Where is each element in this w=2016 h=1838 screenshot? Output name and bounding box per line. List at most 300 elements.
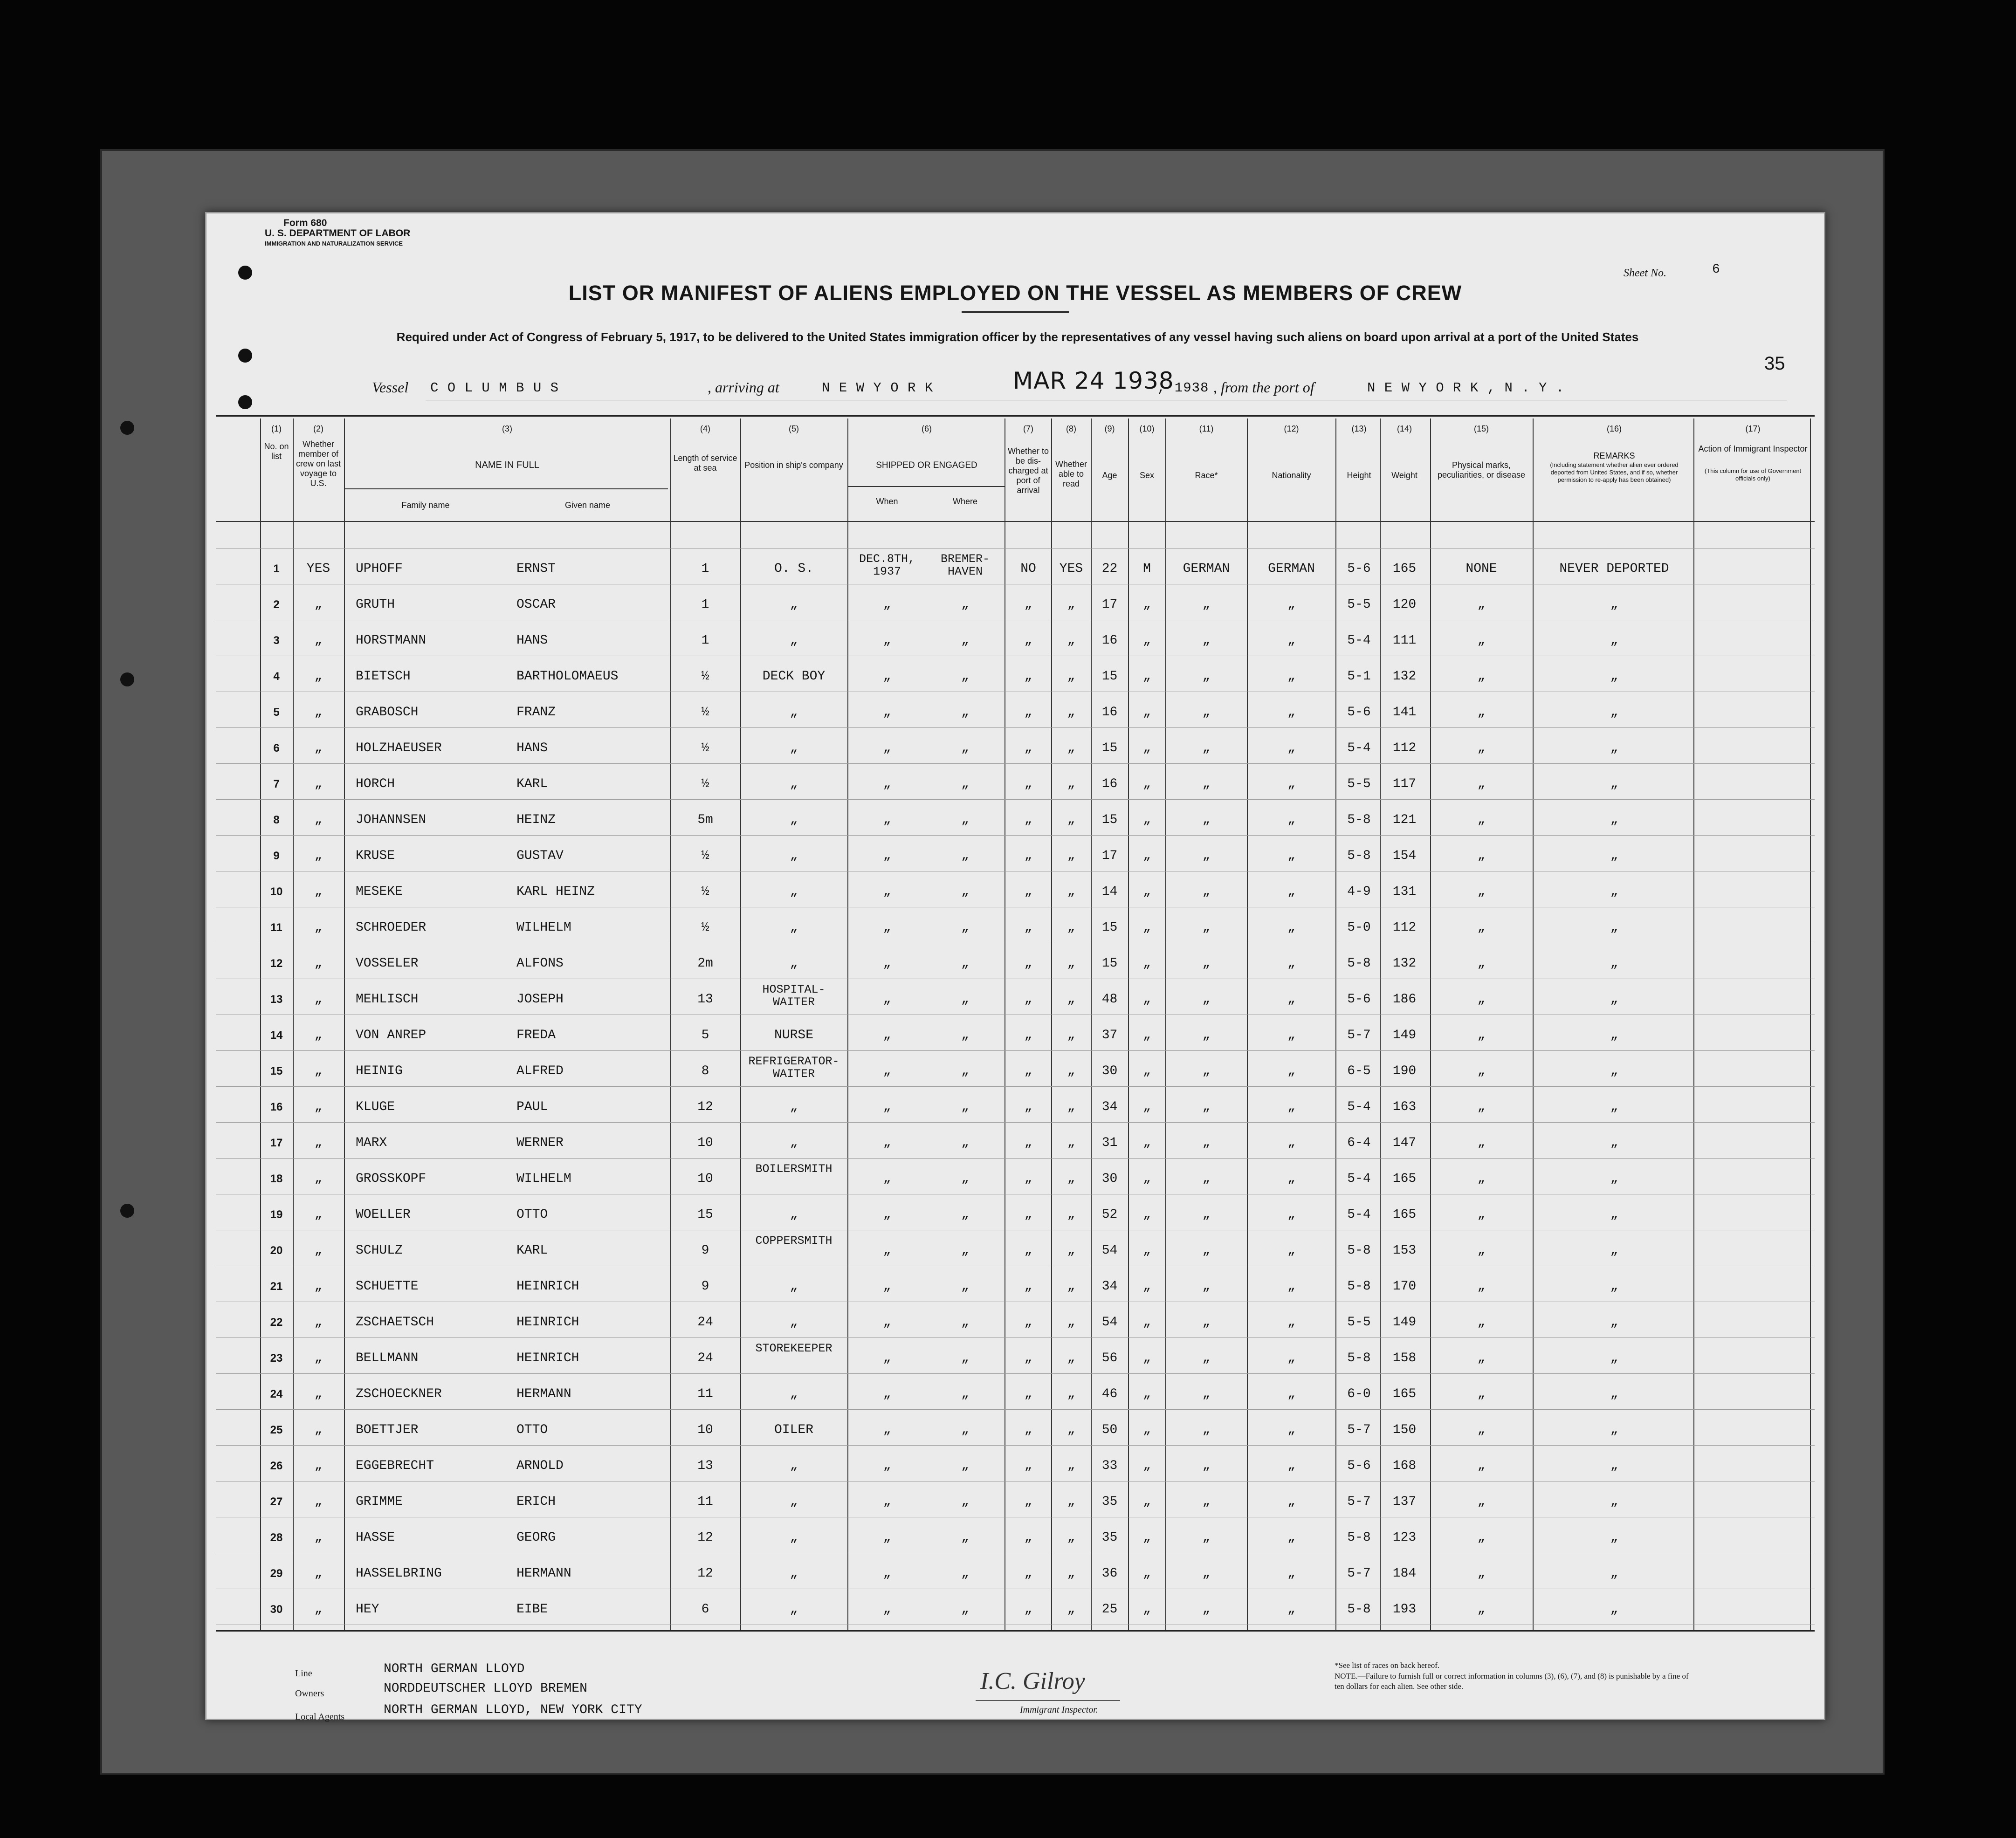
cell-nationality: „ [1287, 920, 1295, 935]
cell-age: 16 [1101, 633, 1118, 648]
cell-nationality: GERMAN [1268, 562, 1315, 576]
cell-remarks: „ [1610, 992, 1618, 1007]
header-height: Height [1347, 471, 1371, 480]
cell-remarks: „ [1610, 597, 1618, 612]
header-length-of-service: Length of service at sea [673, 453, 737, 473]
cell-sex: „ [1143, 1207, 1151, 1222]
cell-where: „ [961, 633, 969, 648]
cell-read: „ [1067, 597, 1075, 612]
column-number: (9) [1104, 424, 1115, 433]
cell-discharge: „ [1024, 705, 1032, 720]
cell-race: „ [1202, 777, 1211, 791]
cell-discharge: „ [1024, 920, 1032, 935]
cell-marks: „ [1477, 920, 1486, 935]
header-able-to-read: Whether able to read [1055, 460, 1087, 488]
cell-given: HERMANN [516, 1387, 571, 1401]
punch-hole [120, 672, 134, 686]
cell-height: 5-8 [1347, 813, 1371, 827]
cell-where: „ [961, 1064, 969, 1078]
manifest-sheet [205, 212, 1825, 1720]
cell-remarks: „ [1610, 1136, 1618, 1150]
cell-where: „ [961, 1495, 969, 1509]
cell-position: „ [790, 1100, 798, 1114]
cell-service: 12 [697, 1566, 713, 1581]
row-rule [216, 1086, 1815, 1087]
header-shipped-or-engaged: SHIPPED OR ENGAGED [876, 460, 977, 470]
cell-nationality: „ [1287, 849, 1295, 863]
cell-given: OTTO [516, 1207, 548, 1222]
cell-read: „ [1067, 1279, 1075, 1294]
cell-remarks: „ [1610, 1172, 1618, 1186]
cell-service: ½ [701, 885, 709, 899]
cell-marks: „ [1477, 777, 1486, 791]
column-rule [1165, 418, 1166, 1630]
page-number: 35 [1764, 353, 1785, 374]
cell-remarks: „ [1610, 1064, 1618, 1078]
header-family-name: Family name [401, 501, 450, 510]
cell-crew: „ [314, 633, 323, 648]
cell-crew: „ [314, 1315, 323, 1330]
cell-service: 10 [697, 1172, 713, 1186]
cell-when: „ [883, 1566, 891, 1581]
cell-service: 6 [701, 1602, 709, 1617]
cell-discharge: „ [1024, 1387, 1032, 1401]
cell-discharge: „ [1024, 885, 1032, 899]
row-rule [216, 1050, 1815, 1051]
title-rule [962, 311, 1069, 313]
column-number: (4) [700, 424, 710, 433]
cell-marks: „ [1477, 1387, 1486, 1401]
cell-service: ½ [701, 777, 709, 791]
cell-service: 10 [697, 1136, 713, 1150]
cell-height: 6-4 [1347, 1136, 1371, 1150]
cell-discharge: „ [1024, 1423, 1032, 1437]
cell-age: 37 [1101, 1028, 1118, 1042]
cell-weight: 137 [1392, 1495, 1417, 1509]
cell-position: „ [790, 1315, 798, 1330]
cell-where: „ [961, 1459, 969, 1473]
cell-given: GUSTAV [516, 849, 564, 863]
cell-service: 9 [701, 1279, 709, 1294]
cell-where: „ [961, 1602, 969, 1617]
header-name-in-full: NAME IN FULL [475, 460, 539, 470]
cell-discharge: „ [1024, 1172, 1032, 1186]
cell-weight: 111 [1392, 633, 1417, 648]
cell-family: HASSELBRING [356, 1566, 442, 1581]
column-number: (11) [1199, 424, 1214, 433]
header-given-name: Given name [564, 501, 611, 510]
cell-when: „ [883, 1028, 891, 1042]
column-number: (14) [1397, 424, 1412, 433]
signature-rule [976, 1700, 1120, 1701]
cell-no: 11 [270, 921, 282, 934]
cell-position: „ [790, 1279, 798, 1294]
cell-family: WOELLER [356, 1207, 411, 1222]
cell-remarks: „ [1610, 1207, 1618, 1222]
cell-race: „ [1202, 956, 1211, 971]
cell-crew: „ [314, 956, 323, 971]
cell-service: 12 [697, 1100, 713, 1114]
cell-when: „ [883, 777, 891, 791]
cell-crew: „ [314, 1566, 323, 1581]
cell-nationality: „ [1287, 1566, 1295, 1581]
cell-age: 17 [1101, 597, 1118, 612]
arrival-port: N E W Y O R K [822, 380, 934, 396]
cell-sex: „ [1143, 741, 1151, 755]
cell-race: „ [1202, 1136, 1211, 1150]
cell-race: „ [1202, 1064, 1211, 1078]
cell-read: „ [1067, 741, 1075, 755]
cell-where: „ [961, 956, 969, 971]
vessel-name: C O L U M B U S [430, 380, 559, 396]
cell-given: KARL [516, 777, 548, 791]
cell-sex: „ [1143, 1387, 1151, 1401]
cell-marks: „ [1477, 1566, 1486, 1581]
cell-read: „ [1067, 1243, 1075, 1258]
cell-marks: „ [1477, 1279, 1486, 1294]
cell-read: „ [1067, 1495, 1075, 1509]
cell-when: „ [883, 1423, 891, 1437]
cell-family: VOSSELER [356, 956, 419, 971]
cell-height: 5-8 [1347, 1243, 1371, 1258]
cell-discharge: „ [1024, 813, 1032, 827]
agents-label: Local Agents [295, 1712, 345, 1722]
agents-value: NORTH GERMAN LLOYD, NEW YORK CITY [384, 1703, 642, 1717]
cell-race: „ [1202, 1100, 1211, 1114]
cell-age: 56 [1101, 1351, 1118, 1365]
cell-family: HORSTMANN [356, 633, 427, 648]
cell-weight: 149 [1392, 1028, 1417, 1042]
cell-discharge: „ [1024, 1207, 1032, 1222]
cell-sex: „ [1143, 1351, 1151, 1365]
cell-remarks: „ [1610, 1423, 1618, 1437]
cell-sex: „ [1143, 992, 1151, 1007]
cell-marks: „ [1477, 741, 1486, 755]
cell-family: MARX [356, 1136, 387, 1150]
header-physical-marks: Physical marks, peculiarities, or disease [1437, 460, 1526, 480]
cell-sex: „ [1143, 669, 1151, 684]
cell-service: 9 [701, 1243, 709, 1258]
cell-given: FREDA [516, 1028, 556, 1042]
column-rule [1693, 418, 1694, 1630]
cell-service: ½ [701, 849, 709, 863]
cell-sex: „ [1143, 633, 1151, 648]
cell-height: 6-5 [1347, 1064, 1371, 1078]
cell-given: HANS [516, 741, 548, 755]
cell-weight: 112 [1392, 741, 1417, 755]
cell-marks: „ [1477, 1351, 1486, 1365]
cell-no: 29 [270, 1567, 283, 1580]
header-crew-last-voyage: Whether member of crew on last voyage to U.S. [296, 439, 341, 488]
cell-discharge: „ [1024, 597, 1032, 612]
header-inspector-note: (This column for use of Government officials only) [1704, 467, 1802, 482]
cell-no: 15 [270, 1065, 283, 1077]
cell-no: 9 [273, 850, 280, 862]
cell-given: WILHELM [516, 920, 571, 935]
cell-where: „ [961, 813, 969, 827]
cell-family: SCHULZ [356, 1243, 403, 1258]
cell-position: „ [790, 1566, 798, 1581]
cell-height: 5-8 [1347, 1530, 1371, 1545]
column-rule [1051, 418, 1052, 1630]
cell-given: HANS [516, 633, 548, 648]
cell-family: MEHLISCH [356, 992, 419, 1007]
cell-where: „ [961, 1423, 969, 1437]
cell-race: „ [1202, 920, 1211, 935]
cell-crew: „ [314, 1207, 323, 1222]
cell-marks: „ [1477, 1243, 1486, 1258]
cell-no: 8 [273, 814, 280, 826]
cell-when: „ [883, 1279, 891, 1294]
cell-nationality: „ [1287, 1028, 1295, 1042]
cell-position: REFRIGERATOR-WAITER [748, 1055, 839, 1081]
cell-read: YES [1059, 562, 1083, 576]
cell-nationality: „ [1287, 777, 1295, 791]
cell-position: „ [790, 633, 798, 648]
cell-given: GEORG [516, 1530, 556, 1545]
cell-where: „ [961, 1530, 969, 1545]
cell-sex: „ [1143, 813, 1151, 827]
cell-where: „ [961, 1387, 969, 1401]
cell-crew: „ [314, 1064, 323, 1078]
cell-no: 12 [270, 957, 283, 970]
cell-sex: „ [1143, 956, 1151, 971]
cell-age: 15 [1101, 920, 1118, 935]
cell-discharge: „ [1024, 1566, 1032, 1581]
cell-discharge: „ [1024, 1100, 1032, 1114]
cell-where: „ [961, 741, 969, 755]
cell-service: 13 [697, 1459, 713, 1473]
cell-sex: „ [1143, 1459, 1151, 1473]
cell-family: BELLMANN [356, 1351, 419, 1365]
cell-read: „ [1067, 1351, 1075, 1365]
cell-when: „ [883, 849, 891, 863]
cell-height: 5-5 [1347, 777, 1371, 791]
cell-age: 31 [1101, 1136, 1118, 1150]
cell-weight: 120 [1392, 597, 1417, 612]
cell-family: KLUGE [356, 1100, 395, 1114]
cell-weight: 149 [1392, 1315, 1417, 1330]
cell-nationality: „ [1287, 1243, 1295, 1258]
cell-no: 26 [270, 1460, 283, 1472]
vessel-label: Vessel [372, 379, 409, 396]
cell-crew: „ [314, 1136, 323, 1150]
cell-race: GERMAN [1183, 562, 1230, 576]
cell-where: „ [961, 1279, 969, 1294]
cell-position: „ [790, 1136, 798, 1150]
cell-read: „ [1067, 1028, 1075, 1042]
cell-age: 35 [1101, 1495, 1118, 1509]
cell-marks: „ [1477, 1207, 1486, 1222]
cell-crew: „ [314, 777, 323, 791]
cell-weight: 168 [1392, 1459, 1417, 1473]
cell-sex: „ [1143, 1602, 1151, 1617]
cell-service: 1 [701, 633, 709, 648]
cell-given: OTTO [516, 1423, 548, 1437]
cell-discharge: NO [1020, 562, 1036, 576]
cell-race: „ [1202, 597, 1211, 612]
cell-when: „ [883, 1387, 891, 1401]
cell-nationality: „ [1287, 992, 1295, 1007]
cell-crew: „ [314, 1530, 323, 1545]
cell-remarks: „ [1610, 813, 1618, 827]
cell-remarks: „ [1610, 1459, 1618, 1473]
cell-read: „ [1067, 1602, 1075, 1617]
cell-crew: „ [314, 1495, 323, 1509]
arrival-year: , 1938 [1157, 380, 1209, 396]
cell-service: 24 [697, 1351, 713, 1365]
cell-height: 4-9 [1347, 885, 1371, 899]
cell-sex: „ [1143, 1423, 1151, 1437]
cell-age: 25 [1101, 1602, 1118, 1617]
cell-sex: „ [1143, 885, 1151, 899]
cell-race: „ [1202, 705, 1211, 720]
cell-read: „ [1067, 705, 1075, 720]
cell-marks: „ [1477, 1172, 1486, 1186]
cell-crew: „ [314, 669, 323, 684]
cell-height: 5-7 [1347, 1566, 1371, 1581]
cell-race: „ [1202, 1423, 1211, 1437]
cell-crew: „ [314, 813, 323, 827]
sheet-no-value: 6 [1712, 262, 1720, 277]
cell-family: SCHUETTE [356, 1279, 419, 1294]
cell-discharge: „ [1024, 1279, 1032, 1294]
cell-no: 22 [270, 1316, 283, 1329]
cell-no: 5 [273, 706, 280, 719]
column-number: (3) [502, 424, 512, 433]
cell-crew: „ [314, 920, 323, 935]
cell-read: „ [1067, 813, 1075, 827]
cell-marks: „ [1477, 1495, 1486, 1509]
cell-remarks: „ [1610, 1100, 1618, 1114]
cell-given: ERNST [516, 562, 556, 576]
cell-family: GRIMME [356, 1495, 403, 1509]
cell-marks: „ [1477, 597, 1486, 612]
cell-nationality: „ [1287, 956, 1295, 971]
cell-remarks: „ [1610, 1028, 1618, 1042]
column-rule [1810, 418, 1811, 1630]
cell-weight: 163 [1392, 1100, 1417, 1114]
cell-position: „ [790, 1495, 798, 1509]
header-position: Position in ship's company [744, 460, 843, 470]
cell-service: ½ [701, 669, 709, 684]
cell-when: „ [883, 992, 891, 1007]
cell-sex: „ [1143, 597, 1151, 612]
cell-position: DECK BOY [762, 669, 826, 684]
cell-age: 22 [1101, 562, 1118, 576]
cell-family: MESEKE [356, 885, 403, 899]
cell-marks: „ [1477, 1064, 1486, 1078]
cell-race: „ [1202, 1351, 1211, 1365]
cell-race: „ [1202, 633, 1211, 648]
cell-where: „ [961, 849, 969, 863]
cell-when: „ [883, 633, 891, 648]
cell-height: 5-4 [1347, 633, 1371, 648]
cell-crew: „ [314, 992, 323, 1007]
cell-position: OILER [774, 1423, 813, 1437]
cell-given: ALFONS [516, 956, 564, 971]
header-discharged: Whether to be dis-charged at port of arrival [1007, 446, 1049, 495]
cell-crew: „ [314, 1459, 323, 1473]
cell-marks: „ [1477, 1602, 1486, 1617]
cell-race: „ [1202, 1459, 1211, 1473]
cell-service: 11 [697, 1495, 713, 1509]
header-no-on-list: No. on list [264, 442, 289, 461]
cell-given: FRANZ [516, 705, 556, 720]
cell-nationality: „ [1287, 1207, 1295, 1222]
cell-discharge: „ [1024, 1459, 1032, 1473]
penalty-note: NOTE.—Failure to furnish full or correct information in columns (3), (6), (7), and (8) is punishable by a fine of ten dollars for each alien. See other side. [1335, 1672, 1689, 1691]
cell-height: 5-5 [1347, 597, 1371, 612]
header-sub-rule [847, 486, 1005, 487]
cell-marks: „ [1477, 1423, 1486, 1437]
inspector-signature: I.C. Gilroy [980, 1668, 1085, 1694]
line-label: Line [295, 1668, 312, 1679]
cell-weight: 190 [1392, 1064, 1417, 1078]
cell-where: „ [961, 992, 969, 1007]
cell-height: 5-1 [1347, 669, 1371, 684]
cell-weight: 132 [1392, 956, 1417, 971]
document-subtitle: Required under Act of Congress of February 5, 1917, to be delivered to the United States immigration officer by the representatives of any vessel having such aliens on board upon arrival at a port of the United States [396, 330, 1639, 344]
cell-race: „ [1202, 1028, 1211, 1042]
cell-family: VON ANREP [356, 1028, 427, 1042]
cell-read: „ [1067, 1100, 1075, 1114]
column-rule [1533, 418, 1534, 1630]
cell-nationality: „ [1287, 1136, 1295, 1150]
cell-sex: „ [1143, 920, 1151, 935]
cell-sex: „ [1143, 777, 1151, 791]
cell-read: „ [1067, 1459, 1075, 1473]
cell-weight: 131 [1392, 885, 1417, 899]
cell-race: „ [1202, 885, 1211, 899]
cell-remarks: „ [1610, 777, 1618, 791]
cell-service: 8 [701, 1064, 709, 1078]
service: IMMIGRATION AND NATURALIZATION SERVICE [265, 240, 403, 247]
cell-family: HASSE [356, 1530, 395, 1545]
cell-race: „ [1202, 1207, 1211, 1222]
cell-where: „ [961, 920, 969, 935]
cell-nationality: „ [1287, 813, 1295, 827]
cell-no: 7 [273, 778, 280, 790]
cell-age: 15 [1101, 669, 1118, 684]
cell-no: 24 [270, 1388, 283, 1400]
cell-height: 5-4 [1347, 1172, 1371, 1186]
cell-weight: 186 [1392, 992, 1417, 1007]
cell-when: „ [883, 1136, 891, 1150]
column-rule [260, 418, 261, 1630]
header-sub-rule [344, 488, 668, 489]
punch-hole [238, 266, 252, 280]
cell-no: 21 [270, 1280, 283, 1293]
cell-position: „ [790, 1530, 798, 1545]
cell-position: „ [790, 597, 798, 612]
cell-where: BREMER-HAVEN [940, 552, 990, 578]
column-number: (2) [313, 424, 323, 433]
cell-position: COPPERSMITH [755, 1234, 833, 1248]
column-rule [1128, 418, 1129, 1630]
cell-position: BOILERSMITH [755, 1162, 833, 1176]
cell-crew: „ [314, 1279, 323, 1294]
cell-read: „ [1067, 1207, 1075, 1222]
cell-where: „ [961, 1136, 969, 1150]
cell-age: 30 [1101, 1064, 1118, 1078]
cell-service: 13 [697, 992, 713, 1007]
header-remarks-note: (Including statement whether alien ever ordered deported from United States, and if so, whether permission to re-apply has been obtained) [1550, 461, 1679, 483]
cell-no: 4 [273, 670, 280, 683]
cell-race: „ [1202, 1243, 1211, 1258]
cell-no: 10 [270, 885, 283, 898]
cell-height: 5-6 [1347, 705, 1371, 720]
